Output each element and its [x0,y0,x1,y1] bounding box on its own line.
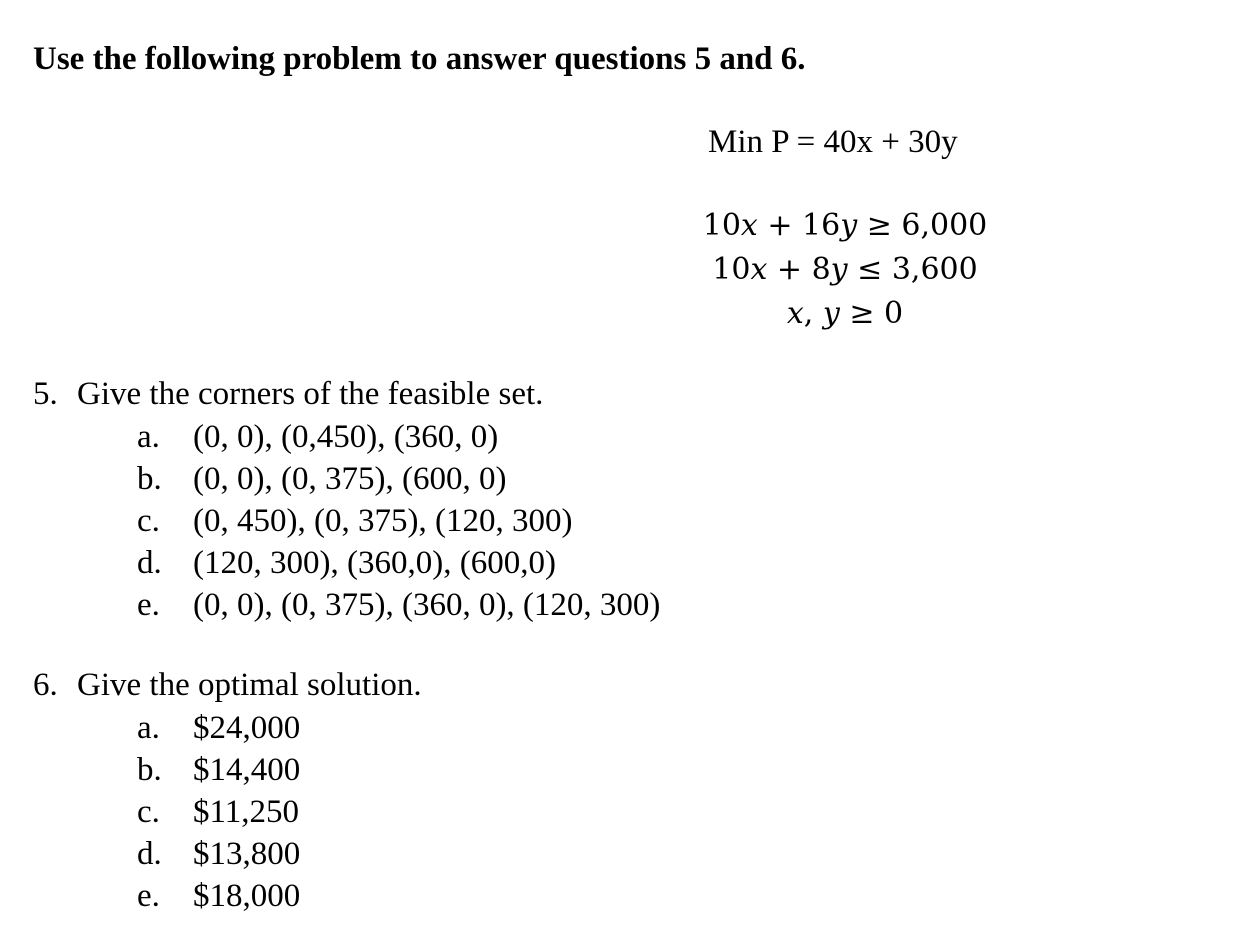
option-5d[interactable] [137,542,660,584]
option-text: (120, 300), (360,0), (600,0) [193,545,556,581]
constraints-block [650,204,1040,336]
option-letter: a. [137,419,160,455]
constraint-1: 10𝑥 + 16𝑦 ≥ 6,000 [702,208,988,243]
question-text: Give the corners of the feasible set. [77,376,544,412]
option-letter: a. [137,710,160,746]
option-6b[interactable] [137,749,422,791]
option-letter: b. [137,752,162,788]
option-text: $14,400 [193,752,301,788]
option-5b[interactable] [137,458,660,500]
option-letter: e. [137,587,160,623]
option-6e[interactable] [137,875,422,917]
constraint-nonnegativity: 𝑥, 𝑦 ≥ 0 [786,296,904,331]
option-5a[interactable] [137,416,660,458]
option-letter: c. [137,794,160,830]
question-6-options [137,707,422,917]
question-6 [33,663,422,917]
option-text: (0, 0), (0,450), (360, 0) [193,419,499,455]
option-letter: e. [137,878,160,914]
option-letter: d. [137,545,162,581]
option-text: $13,800 [193,836,301,872]
question-text: Give the optimal solution. [77,667,422,703]
option-text: (0, 0), (0, 375), (360, 0), (120, 300) [193,587,661,623]
problem-heading: Use the following problem to answer questions 5 and 6. [33,41,806,77]
option-text: $18,000 [193,878,301,914]
option-6c[interactable] [137,791,422,833]
option-6d[interactable] [137,833,422,875]
option-5c[interactable] [137,500,660,542]
option-letter: d. [137,836,162,872]
option-letter: b. [137,461,162,497]
option-text: $11,250 [193,794,300,830]
option-letter: c. [137,503,160,539]
question-6-prompt [33,663,422,707]
option-6a[interactable] [137,707,422,749]
option-5e[interactable] [137,584,660,626]
option-text: (0, 0), (0, 375), (600, 0) [193,461,507,497]
question-number: 5. [33,376,58,412]
option-text: (0, 450), (0, 375), (120, 300) [193,503,573,539]
question-5-options [137,416,660,626]
question-5 [33,372,660,626]
constraint-2: 10𝑥 + 8𝑦 ≤ 3,600 [712,252,978,287]
objective-function: Min P = 40x + 30y [708,124,958,160]
question-number: 6. [33,667,58,703]
question-5-prompt [33,372,660,416]
option-text: $24,000 [193,710,301,746]
